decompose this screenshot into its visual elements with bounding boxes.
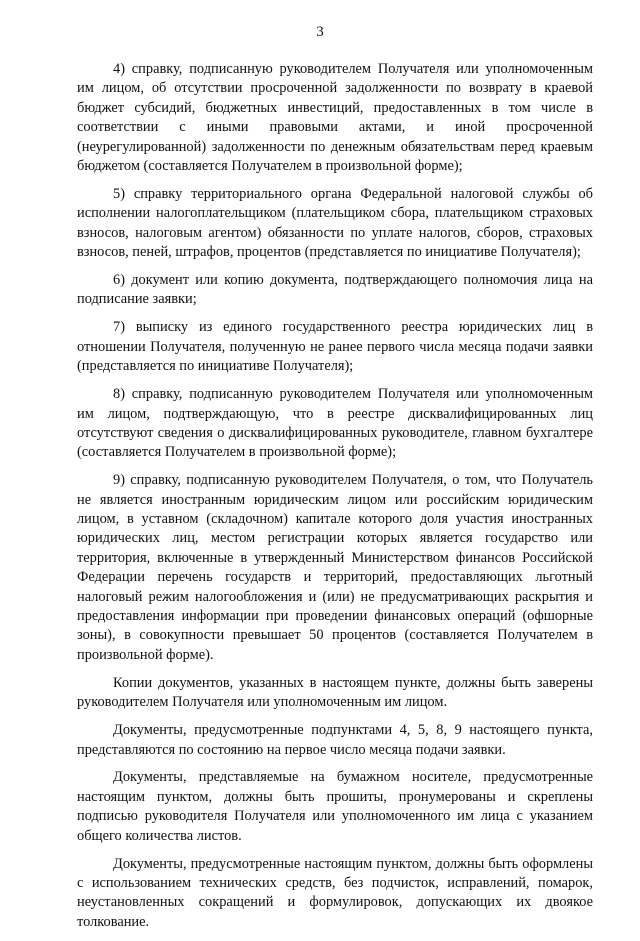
paragraph-item-9: 9) справку, подписанную руководителем Получателя, о том, что Получатель не является иностранным юридическим лицом или российским юридическим лицом, в уставном (складочном) капитале которого доля участия иностранных юридических лиц, местом регистрации которых является государство или территория, включенные в утвержденный Министерством финансов Российской Федерации перечень государств и территорий, предоставляющих льготный налоговый режим налогообложения и (или) не предусматривающих раскрытия и предоставления информации при проведении финансовых операций (офшорные зоны), в совокупности превышает 50 процентов (составляется Получателем в произвольной форме). bbox=[77, 472, 593, 663]
document-body bbox=[77, 60, 593, 941]
paragraph-item-8: 8) справку, подписанную руководителем Получателя или уполномоченным им лицом, подтверждающую, что в реестре дисквалифицированных лиц отсутствуют сведения о дисквалифицированных руководителе, главном бухгалтере (составляется Получателем в произвольной форме); bbox=[77, 386, 593, 461]
paragraph-paper-documents: Документы, представляемые на бумажном носителе, предусмотренные настоящим пунктом, должны быть прошиты, пронумерованы и скреплены подписью руководителя Получателя или уполномоченного им лица с указанием общего количества листов. bbox=[77, 769, 593, 844]
paragraph-documents-date: Документы, предусмотренные подпунктами 4, 5, 8, 9 настоящего пункта, представляются по состоянию на первое число месяца подачи заявки. bbox=[77, 722, 593, 758]
paragraph-item-7: 7) выписку из единого государственного реестра юридических лиц в отношении Получателя, полученную не ранее первого числа месяца подачи заявки (представляется по инициативе Получателя); bbox=[77, 319, 593, 375]
paragraph-item-6: 6) документ или копию документа, подтверждающего полномочия лица на подписание заявки; bbox=[77, 272, 593, 308]
paragraph-copies-certification: Копии документов, указанных в настоящем пункте, должны быть заверены руководителем Получателя или уполномоченным им лицом. bbox=[77, 674, 593, 711]
page-number: 3 bbox=[316, 24, 324, 40]
paragraph-documents-format: Документы, предусмотренные настоящим пунктом, должны быть оформлены с использованием технических средств, без подчисток, исправлений, помарок, неустановленных сокращений и формулировок, допускающих их двоякое толкование. bbox=[77, 855, 593, 930]
paragraph-item-5: 5) справку территориального органа Федеральной налоговой службы об исполнении налогоплательщиком (плательщиком сбора, плательщиком страховых взносов, налоговым агентом) обязанности по уплате налогов, сборов, страховых взносов, пеней, штрафов, процентов (представляется по инициативе Получателя); bbox=[77, 185, 593, 261]
paragraph-item-4: 4) справку, подписанную руководителем Получателя или уполномоченным им лицом, об отсутствии просроченной задолженности по возврату в краевой бюджет субсидий, бюджетных инвестиций, предоставленных в том числе в соответствии с иными правовыми актами, и иной просроченной (неурегулированной) задолженности по денежным обязательствам перед краевым бюджетом (составляется Получателем в произвольной форме); bbox=[77, 61, 593, 175]
